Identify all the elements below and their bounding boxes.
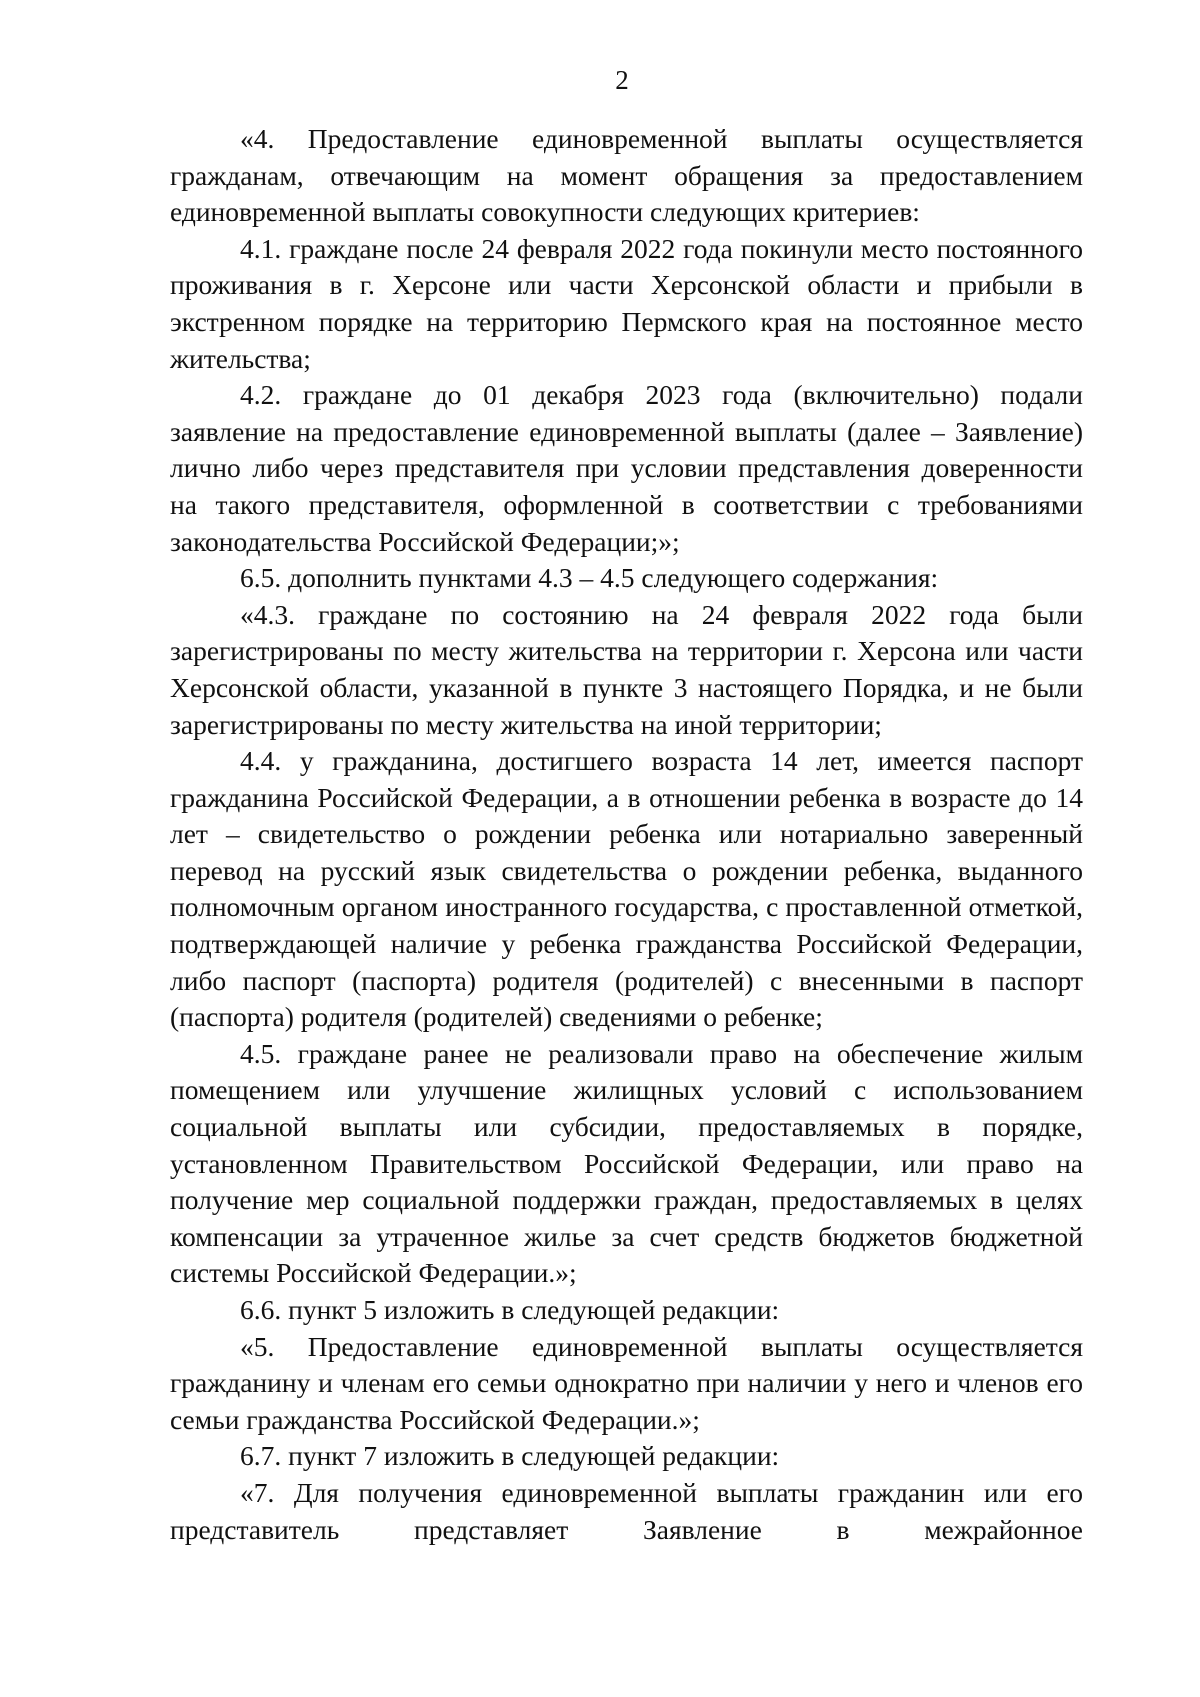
paragraph-4-4: 4.4. у гражданина, достигшего возраста 14 лет, имеется паспорт гражданина Российской Федерации, а в отношении ребенка в возрасте до 14 лет – свидетельство о рождении ребенка или нотариально заверенный перевод на русский язык свидетельства о рождении ребенка, выданного полномочным органом иностранного государства, с проставленной отметкой, подтверждающей наличие у ребенка гражданства Российской Федерации, либо паспорт (паспорта) родителя (родителей) с внесенными в паспорт (паспорта) родителя (родителей) сведениями о ребенке; [170, 745, 1083, 1033]
document-body [170, 121, 1083, 1548]
paragraph-6-6: 6.6. пункт 5 изложить в следующей редакции: [240, 1294, 780, 1325]
paragraph-4: «4. Предоставление единовременной выплаты осуществляется гражданам, отвечающим на момент обращения за предоставлением единовременной выплаты совокупности следующих критериев: [170, 123, 1083, 228]
paragraph-5: «5. Предоставление единовременной выплаты осуществляется гражданину и членам его семьи однократно при наличии у него и членов его семьи гражданства Российской Федерации.»; [170, 1330, 1083, 1435]
page-number: 2 [615, 65, 629, 95]
paragraph-4-2: 4.2. граждане до 01 декабря 2023 года (включительно) подали заявление на предоставление единовременной выплаты (далее – Заявление) лично либо через представителя при условии представления доверенности на такого представителя, оформленной в соответствии с требованиями законодательства Российской Федерации;»; [170, 379, 1083, 557]
paragraph-6-5: 6.5. дополнить пунктами 4.3 – 4.5 следующего содержания: [240, 562, 939, 594]
paragraph-4-3: «4.3. граждане по состоянию на 24 февраля 2022 года были зарегистрированы по месту жительства на территории г. Херсона или части Херсонской области, указанной в пункте 3 настоящего Порядка, и не были зарегистрированы по месту жительства на иной территории; [170, 598, 1083, 740]
paragraph-7: «7. Для получения единовременной выплаты гражданин или его представитель представляет Заявление в межрайонное [170, 1476, 1083, 1545]
paragraph-6-7: 6.7. пункт 7 изложить в следующей редакции: [240, 1440, 780, 1472]
paragraph-4-1: 4.1. граждане после 24 февраля 2022 года покинули место постоянного проживания в г. Херсоне или части Херсонской области и прибыли в экстренном порядке на территорию Пермского края на постоянное место жительства; [170, 232, 1083, 374]
paragraph-4-5: 4.5. граждане ранее не реализовали право на обеспечение жилым помещением или улучшение жилищных условий с использованием социальной выплаты или субсидии, предоставляемых в порядке, установленном Правительством Российской Федерации, или право на получение мер социальной поддержки граждан, предоставляемых в целях компенсации за утраченное жилье за счет средств бюджетов бюджетной системы Российской Федерации.»; [170, 1037, 1083, 1289]
